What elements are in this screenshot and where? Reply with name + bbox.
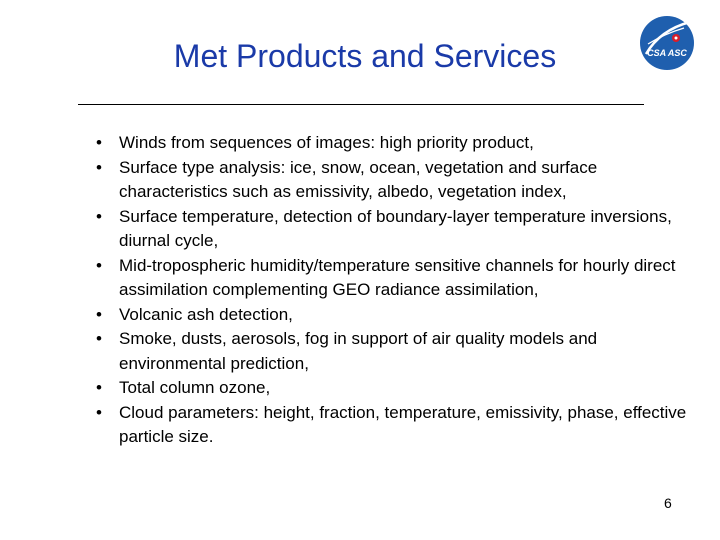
bullet-list [96,131,696,450]
bullet-marker: • [96,304,102,324]
bullet-text: Cloud parameters: height, fraction, temperature, emissivity, phase, effective particle size. [119,402,687,446]
csa-logo-icon [638,14,696,72]
bullet-item [96,376,696,401]
csa-logo-text: CSA ASC [647,48,687,58]
title-divider [78,104,644,105]
bullet-item [96,327,696,376]
bullet-item [96,156,696,205]
bullet-marker: • [96,255,102,275]
bullet-marker: • [96,378,102,397]
slide-title: Met Products and Services [173,38,557,74]
bullet-text: Surface temperature, detection of boundary-layer temperature inversions, diurnal cycle, [119,206,672,250]
bullet-marker: • [96,133,102,152]
csa-logo [638,14,696,72]
bullet-marker: • [96,206,102,226]
page-number: 6 [664,495,672,511]
bullet-marker: • [96,329,102,348]
bullet-item [96,401,696,450]
bullet-text: Surface type analysis: ice, snow, ocean, vegetation and surface characteristics such as emissivity, albedo, vegetation index, [119,157,598,201]
bullet-text: Winds from sequences of images: high priority product, [119,133,534,152]
bullet-marker: • [96,157,102,177]
bullet-item [96,131,696,156]
bullet-item [96,254,696,303]
bullet-text: Smoke, dusts, aerosols, fog in support of air quality models and environmental prediction, [119,329,598,373]
bullet-marker: • [96,402,102,422]
bullet-text: Mid-tropospheric humidity/temperature sensitive channels for hourly direct assimilation complementing GEO radiance assimilation, [119,255,676,299]
bullet-text: Total column ozone, [119,378,271,397]
bullet-item [96,303,696,328]
bullet-text: Volcanic ash detection, [119,304,293,324]
bullet-item [96,205,696,254]
